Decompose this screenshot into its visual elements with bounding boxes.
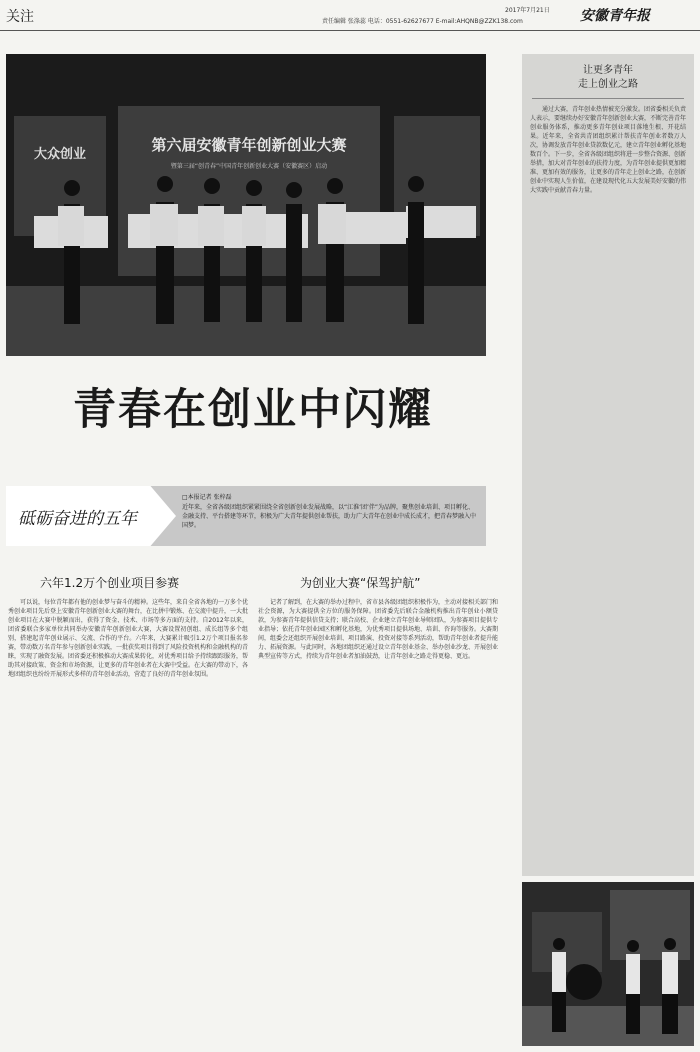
- stage-subtitle: 暨第三届“创青春”中国青年创新创业大赛（安徽赛区）启动: [170, 163, 328, 170]
- sidebar-title: [522, 64, 694, 92]
- sidebar-title-line2: 走上创业之路: [578, 79, 638, 90]
- issue-date: 2017年7月21日: [505, 7, 550, 14]
- left-subheading: 六年1.2万个创业项目参赛: [40, 576, 180, 590]
- event-photo-illustration: [6, 54, 486, 356]
- event-photo: [6, 54, 486, 356]
- page-header: [0, 0, 700, 31]
- sidebar-photo-illustration: [522, 882, 694, 1046]
- stage-side-text: 大众创业: [33, 147, 87, 162]
- sidebar-body: 通过大赛，青年创业热情被充分激发。团省委相关负责人表示，要继续办好安徽青年创新创业大赛，不断完善青年创业服务体系，推动更多青年创业项目落地生根、开花结果。近年来，全省共青团组织累计帮扶青年创业者数万人次，协调发放青年创业贷款数亿元，建立青年创业孵化基地数百个。下一步，全省各级团组织将进一步整合资源、创新举措，加大对青年创业的扶持力度，为青年创业提供更加精准、更加有效的服务，让更多的青年走上创业之路，在创新创业中实现人生价值，在建设现代化五大发展美好安徽的伟大实践中贡献青春力量。: [530, 106, 687, 194]
- masthead-logo: 安徽青年报: [580, 8, 650, 24]
- series-calligraphy: 砥砺奋进的五年: [18, 509, 137, 529]
- sidebar-divider: [532, 98, 684, 99]
- editor-meta: 责任编辑 张涤蕊 电话：0551-62627677 E-mail:AHQNB@ZZK138.com: [322, 18, 523, 25]
- right-column-body: 记者了解到，在大赛的举办过程中，省市县各级团组织积极作为，主动对接相关部门和社会资源，为大赛提供全方位的服务保障。团省委先后联合金融机构推出青年创业小额贷款，为参赛青年提供信贷支持；联合高校、企业建立青年创业导师团队，为参赛项目提供专业指导；依托青年创业园区和孵化基地，为优秀项目提供场地、培训、咨询等服务。大赛期间，组委会还组织开展创业培训、项目路演、投资对接等系列活动，帮助青年创业者提升能力、拓展资源。与此同时，各地团组织还通过设立青年创业基金、举办创业沙龙、开展创业典型宣传等方式，持续为青年创业者加油鼓劲，让青年创业之路走得更稳、更远。: [258, 599, 498, 660]
- right-subheading: 为创业大赛“保驾护航”: [300, 576, 421, 590]
- sidebar-photo: [522, 882, 694, 1046]
- intro-paragraph: 近年来，全省各级团组织紧紧围绕全省创新创业发展战略，以“江淮‘团’伴”为品牌，聚焦创业培训、项目孵化、金融支持、平台搭建等环节，积极为广大青年提供创业帮扶，助力广大青年在创业中成长成才，把青春梦融入中国梦。: [182, 504, 477, 529]
- sidebar-title-line1: 让更多青年: [583, 65, 633, 76]
- byline: □本报记者 张梓磊: [182, 494, 232, 501]
- sidebar-article: [522, 54, 694, 876]
- main-headline: 青春在创业中闪耀: [73, 385, 433, 435]
- section-name: 关注: [6, 9, 34, 25]
- series-banner: [6, 486, 486, 546]
- stage-title: 第六届安徽青年创新创业大赛: [151, 136, 347, 154]
- left-column-body: 可以说，每位青年都有他的创业梦与奋斗的精神。这些年，来自全省各地的一万多个优秀创业项目先后登上安徽青年创新创业大赛的舞台，在比拼中锻炼、在交流中提升，一大批创业项目在大赛中脱颖而出，获得了资金、技术、市场等多方面的支持。自2012年以来，团省委联合多家单位共同举办安徽青年创新创业大赛，大赛设置初创组、成长组等多个组别，搭建起青年创业展示、交流、合作的平台。六年来，大赛累计吸引1.2万个项目报名参赛，带动数万名青年参与创新创业实践，一批获奖项目得到了风险投资机构和金融机构的青睐，实现了融资发展。团省委还积极推动大赛成果转化，对优秀项目给予持续跟踪服务，帮助其对接政策、资金和市场资源，让更多的青年创业者在大赛中受益。在大赛的带动下，各地团组织也纷纷开展形式多样的青年创业活动，营造了良好的青年创业氛围。: [8, 599, 248, 678]
